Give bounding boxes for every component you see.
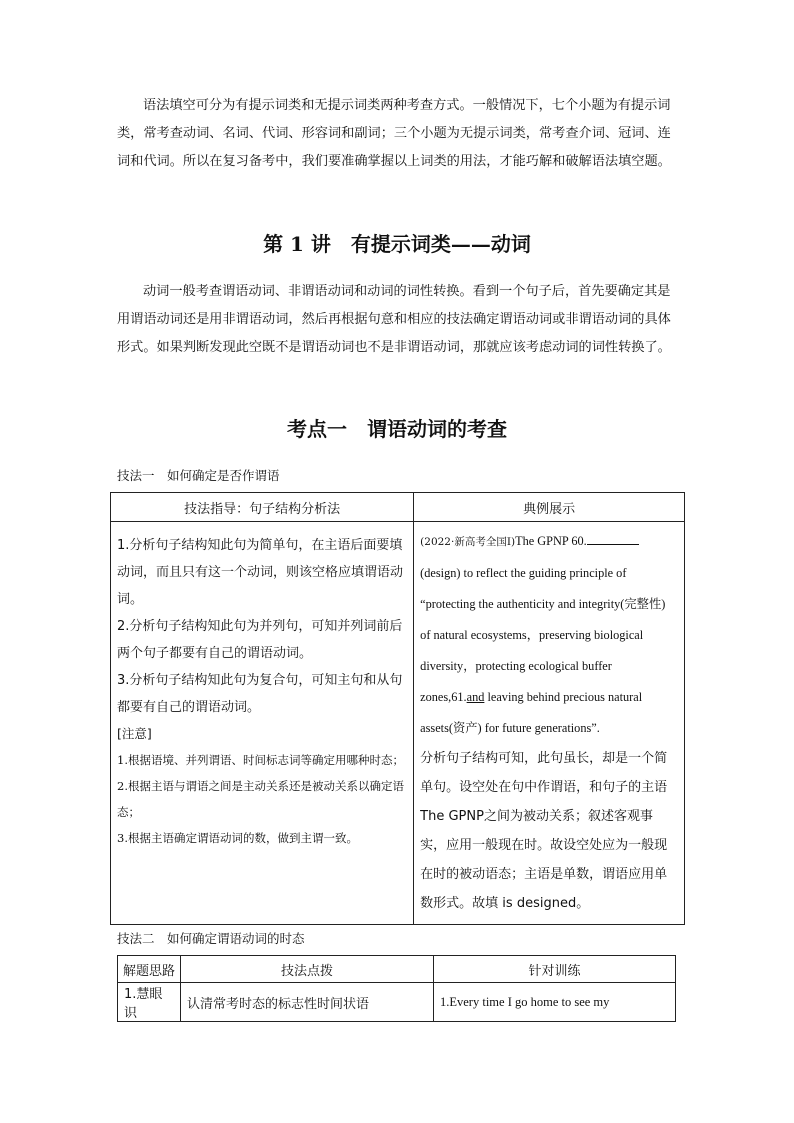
technique-one-header-left: 技法指导：句子结构分析法 xyxy=(111,493,414,522)
table-cell: 1.慧眼识 xyxy=(118,983,181,1022)
example-text xyxy=(420,526,678,744)
section-title: 考点一 谓语动词的考查 xyxy=(287,417,507,441)
table-cell: 认清常考时态的标志性时间状语 xyxy=(181,983,434,1022)
technique-guide-cell xyxy=(111,522,414,925)
column-header: 解题思路 xyxy=(118,956,181,983)
example-source: (2022·新高考全国Ⅰ) xyxy=(420,536,516,548)
note-heading: [注意] xyxy=(117,726,152,741)
lecture-intro-paragraph: 动词一般考查谓语动词、非谓语动词和动词的词性转换。看到一个句子后，首先要确定其是用谓语动词还是用非谓语动词，然后再根据句意和相应的技法确定谓语动词或非谓语动词的具体形式。如果判断发现此空既不是谓语动词也不是非谓语动词，那就应该考虑动词的词性转换了。 xyxy=(117,284,671,355)
guide-point: 3.分析句子结构知此句为复合句，可知主句和从句都要有自己的谓语动词。 xyxy=(117,673,403,715)
note-item: 2.根据主语与谓语之间是主动关系还是被动关系以确定语态； xyxy=(117,779,404,819)
intro-paragraph: 语法填空可分为有提示词类和无提示词类两种考查方式。一般情况下，七个小题为有提示词类，常考查动词、名词、代词、形容词和副词；三个小题为无提示词类，常考查介词、冠词、连词和代词。所以在复习备考中，我们要准确掌握以上词类的用法，才能巧解和破解语法填空题。 xyxy=(117,98,671,169)
answer-blank xyxy=(587,532,639,545)
column-header: 技法点拨 xyxy=(181,956,434,983)
technique-one-header-right: 典例展示 xyxy=(414,493,685,522)
example-sentence-body: (design) to reflect the guiding principle of “protecting the authenticity and integrity(完整性) of natural ecosystems，preserving biological diversity，protecting ecological buffer zones,61. xyxy=(420,566,666,704)
guide-point: 2.分析句子结构知此句为并列句，可知并列词前后两个句子都要有自己的谓语动词。 xyxy=(117,619,403,661)
column-header: 针对训练 xyxy=(434,956,676,983)
table-cell: 1.Every time I go home to see my xyxy=(434,983,676,1022)
note-item: 1.根据语境、并列谓语、时间标志词等确定用哪种时态； xyxy=(117,753,404,767)
example-cell xyxy=(414,522,685,925)
guide-point: 1.分析句子结构知此句为简单句，在主语后面要填动词，而且只有这一个动词，则该空格应填谓语动词。 xyxy=(117,538,404,607)
technique-one-table xyxy=(110,492,685,925)
example-sentence-start: The GPNP 60. xyxy=(515,534,587,548)
technique-two-label: 技法二 如何确定谓语动词的时态 xyxy=(117,931,305,946)
table-row xyxy=(118,983,676,1022)
note-item: 3.根据主语确定谓语动词的数，做到主谓一致。 xyxy=(117,831,358,845)
answer-and: and xyxy=(466,690,485,704)
example-analysis: 分析句子结构可知，此句虽长，却是一个简单句。设空处在句中作谓语，和句子的主语The GPNP之间为被动关系；叙述客观事实，应用一般现在时。故设空处应为一般现在时的被动语态；主语是单数，谓语应用单数形式。故填 is designed。 xyxy=(420,751,668,911)
technique-two-table xyxy=(117,955,676,1022)
technique-one-label: 技法一 如何确定是否作谓语 xyxy=(117,468,280,483)
lecture-title: 第 1 讲 有提示词类——动词 xyxy=(263,232,531,256)
example-sentence-end: leaving behind precious natural assets(资产) for future generations”. xyxy=(420,690,643,735)
